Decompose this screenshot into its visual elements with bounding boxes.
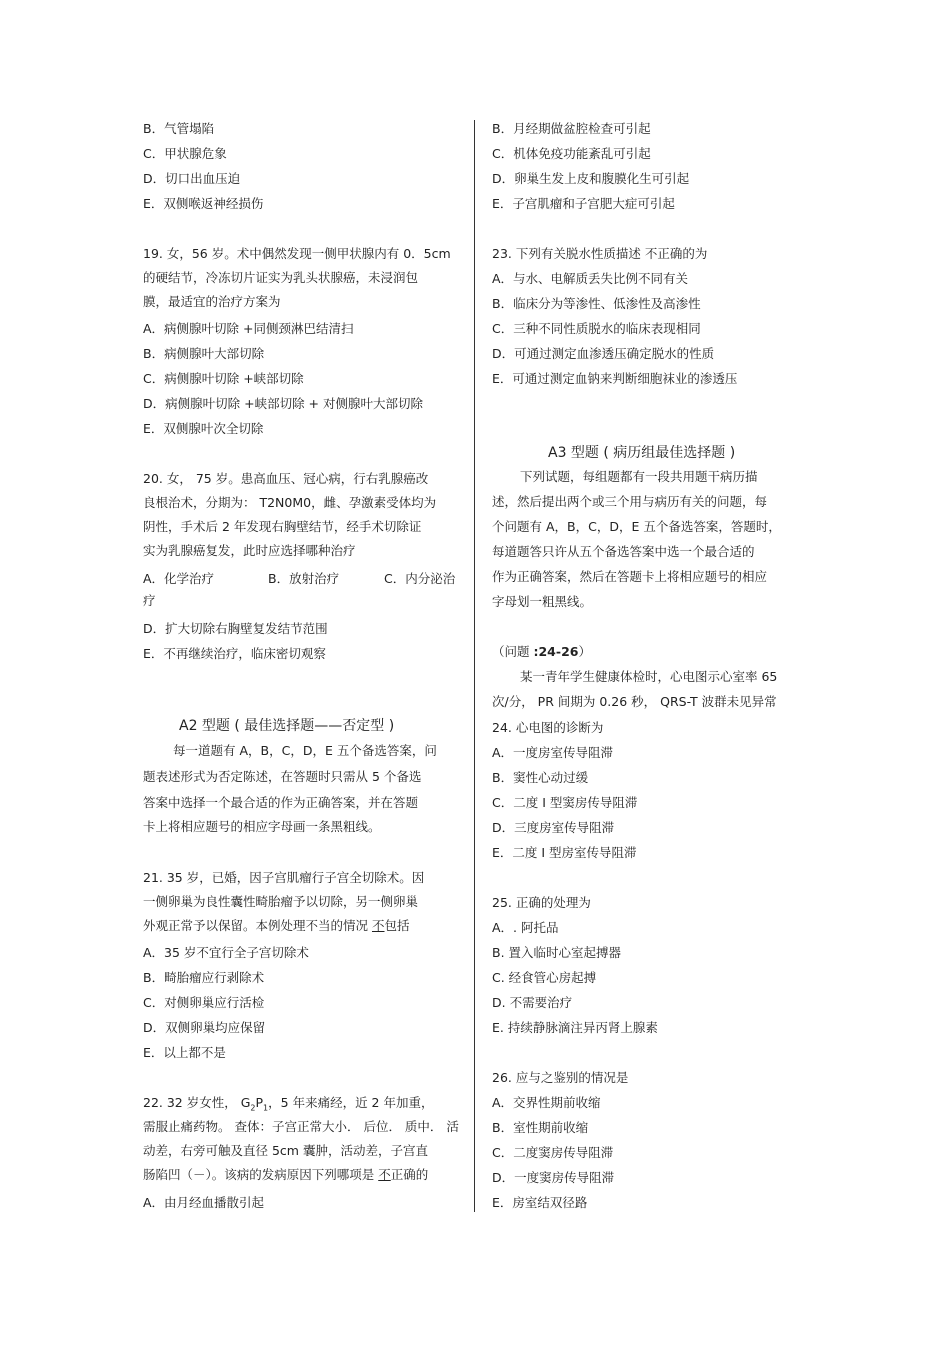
q21-negation-underlined: 不 (371, 918, 385, 933)
case-label-range: :24-26 (533, 644, 579, 659)
q20-option-e: E．不再继续治疗，临床密切观察 (143, 646, 326, 661)
q24-stem: 24. 心电图的诊断为 (492, 720, 604, 735)
q25-option-a: A．. 阿托品 (492, 920, 559, 935)
q21-option-c: C．对侧卵巢应行活检 (143, 995, 265, 1010)
q20-stem-line2: 良根治术，分期为： T2N0M0，雌、孕激素受体均为 (143, 495, 437, 510)
q22-stem-line4-text: 肠陷凹（－）。该病的发病原因下列哪项是 (143, 1167, 379, 1182)
q24-option-c: C．二度 Ⅰ 型窦房传导阻滞 (492, 795, 638, 810)
a2-desc-line4: 卡上将相应题号的相应字母画一条黑粗线。 (143, 819, 381, 834)
a3-desc-line5: 作为正确答案，然后在答题卡上将相应题号的相应 (492, 569, 768, 584)
q26-option-e: E．房室结双径路 (492, 1195, 588, 1210)
q21-option-e: E．以上都不是 (143, 1045, 226, 1060)
q24-option-a: A．一度房室传导阻滞 (492, 745, 614, 760)
q21-stem-line3 (143, 917, 410, 935)
case-label-close: ） (578, 644, 591, 659)
q24-option-e: E．二度 Ⅰ 型房室传导阻滞 (492, 845, 637, 860)
q22-stem-line2: 需服止痛药物。 查体：子宫正常大小． 后位． 质中． 活 (143, 1119, 459, 1134)
q22-option-c: C．机体免疫功能紊乱可引起 (492, 146, 651, 161)
q26-option-b: B．室性期前收缩 (492, 1120, 589, 1135)
q18-option-c: C．甲状腺危象 (143, 146, 227, 161)
q22-stem-line4 (143, 1166, 428, 1184)
q22-stem-line1 (143, 1094, 433, 1118)
a3-section-title: A3 型题 ( 病历组最佳选择题 ) (548, 445, 736, 461)
q22-subscript-2: 2 (250, 1103, 256, 1113)
q23-stem: 23. 下列有关脱水性质描述 不正确的为 (492, 246, 708, 261)
q25-option-c: C. 经食管心房起搏 (492, 970, 597, 985)
q22-negation-underlined: 不 (378, 1167, 391, 1182)
q20-stem-line4: 实为乳腺癌复发，此时应选择哪种治疗 (143, 543, 356, 558)
column-divider (474, 120, 475, 1212)
q22-stem-line4-end: 正确的 (390, 1167, 429, 1182)
q25-stem: 25. 正确的处理为 (492, 895, 591, 910)
a2-desc-line2: 题表述形式为否定陈述，在答题时只需从 5 个备选 (143, 769, 422, 784)
q22-option-d: D．卵巢生发上皮和腹膜化生可引起 (492, 171, 690, 186)
q19-stem-line3: 膜，最适宜的治疗方案为 (143, 294, 281, 309)
a3-desc-line4: 每道题答只许从五个备选答案中选一个最合适的 (492, 544, 755, 559)
q20-option-c-wrap: 疗 (143, 593, 156, 608)
q23-option-d: D．可通过测定血渗透压确定脱水的性质 (492, 346, 715, 361)
q19-stem-line2: 的硬结节，冷冻切片证实为乳头状腺癌，未浸润包 (143, 270, 419, 285)
q21-stem-line3-text: 外观正常予以保留。本例处理不当的情况 (143, 918, 372, 933)
q26-option-a: A．交界性期前收缩 (492, 1095, 601, 1110)
q25-option-d: D. 不需要治疗 (492, 995, 573, 1010)
q20-option-a: A．化学治疗 (143, 571, 215, 586)
q19-option-d: D．病侧腺叶切除 +峡部切除 + 对侧腺叶大部切除 (143, 396, 423, 411)
case-text-line1: 某一青年学生健康体检时，心电图示心室率 65 (520, 669, 778, 684)
q18-option-b: B．气管塌陷 (143, 121, 215, 136)
q20-stem-line1: 20. 女， 75 岁。患高血压、冠心病，行右乳腺癌改 (143, 471, 429, 486)
q22-option-b: B．月经期做盆腔检查可引起 (492, 121, 651, 136)
case-label (492, 643, 591, 661)
q21-option-d: D．双侧卵巢均应保留 (143, 1020, 266, 1035)
a2-section-title: A2 型题 ( 最佳选择题——否定型 ) (179, 718, 395, 734)
q23-option-c: C．三种不同性质脱水的临床表现相同 (492, 321, 701, 336)
q20-option-b: B．放射治疗 (268, 571, 340, 586)
q19-option-a: A．病侧腺叶切除 +同侧颈淋巴结清扫 (143, 321, 354, 336)
q24-option-b: B．窦性心动过缓 (492, 770, 589, 785)
q23-option-b: B．临床分为等渗性、低渗性及高渗性 (492, 296, 701, 311)
q20-option-d: D．扩大切除右胸壁复发结节范围 (143, 621, 328, 636)
a2-desc-line3: 答案中选择一个最合适的作为正确答案，并在答题 (143, 795, 419, 810)
q19-stem-line1: 19. 女，56 岁。术中偶然发现一侧甲状腺内有 0．5cm (143, 246, 451, 261)
q22-subscript-1: 1 (263, 1103, 269, 1113)
q20-option-c: C．内分泌治 (384, 571, 456, 586)
a3-desc-line2: 述，然后提出两个或三个用与病历有关的问题，每 (492, 494, 768, 509)
q22-option-a: A．由月经血播散引起 (143, 1195, 265, 1210)
q24-option-d: D．三度房室传导阻滞 (492, 820, 615, 835)
q21-option-a: A．35 岁不宜行全子宫切除术 (143, 945, 309, 960)
q22-stem-line3: 动差，右旁可触及直径 5cm 囊肿，活动差，子宫直 (143, 1143, 428, 1158)
q25-option-b: B. 置入临时心室起搏器 (492, 945, 622, 960)
q21-stem-line2: 一侧卵巢为良性囊性畸胎瘤予以切除，另一侧卵巢 (143, 894, 419, 909)
q26-option-c: C．二度窦房传导阻滞 (492, 1145, 614, 1160)
q19-option-c: C．病侧腺叶切除 +峡部切除 (143, 371, 304, 386)
a2-desc-line1: 每一道题有 A，B，C，D，E 五个备选答案，问 (173, 743, 437, 758)
q20-stem-line3: 阴性，手术后 2 年发现右胸壁结节，经手术切除证 (143, 519, 422, 534)
case-text-line2: 次/分， PR 间期为 0.26 秒， QRS-T 波群未见异常 (492, 694, 777, 709)
q23-option-e: E．可通过测定血钠来判断细胞袜业的渗透压 (492, 371, 738, 386)
a3-desc-line1: 下列试题，每组题都有一段共用题干病历描 (520, 469, 758, 484)
q21-option-b: B．畸胎瘤应行剥除术 (143, 970, 265, 985)
q21-stem-line1: 21. 35 岁，已婚，因子宫肌瘤行子宫全切除术。因 (143, 870, 425, 885)
q22-stem-rest: ，5 年来痛经，近 2 年加重， (268, 1095, 434, 1110)
q22-stem-p: P (255, 1095, 264, 1110)
case-label-open: （问题 (492, 644, 534, 659)
q19-option-b: B．病侧腺叶大部切除 (143, 346, 265, 361)
q18-option-d: D．切口出血压迫 (143, 171, 241, 186)
q18-option-e: E．双侧喉返神经损伤 (143, 196, 264, 211)
q26-stem: 26. 应与之鉴别的情况是 (492, 1070, 629, 1085)
q23-option-a: A．与水、电解质丢失比例不同有关 (492, 271, 689, 286)
q25-option-e: E. 持续静脉滴注异丙肾上腺素 (492, 1020, 658, 1035)
q21-stem-line3-end: 包括 (384, 918, 410, 933)
a3-desc-line3: 个问题有 A，B，C，D，E 五个备选答案，答题时， (492, 519, 781, 534)
a3-desc-line6: 字母划一粗黑线。 (492, 594, 593, 609)
q22-stem-start: 22. 32 岁女性， G (143, 1095, 251, 1110)
q22-option-e: E．子宫肌瘤和子宫肥大症可引起 (492, 196, 675, 211)
q19-option-e: E．双侧腺叶次全切除 (143, 421, 264, 436)
q26-option-d: D．一度窦房传导阻滞 (492, 1170, 615, 1185)
